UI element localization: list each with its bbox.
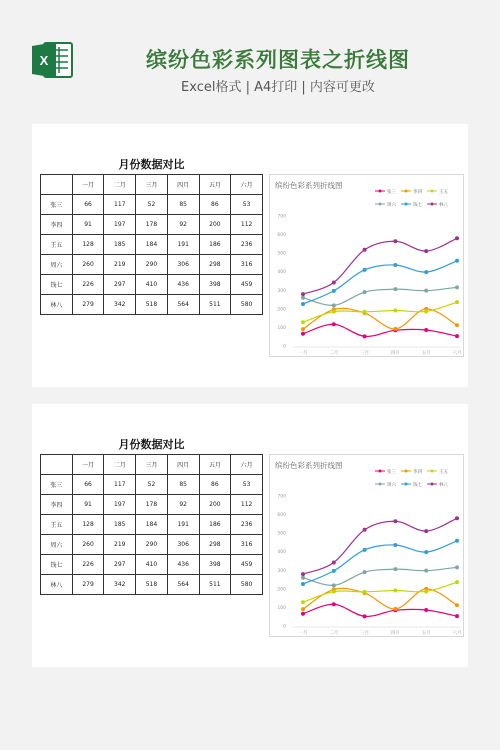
svg-text:林八: 林八 [439,203,448,208]
y-tick-label: 500 [277,531,286,537]
x-tick-label: 六月 [452,351,462,356]
data-point [424,328,428,332]
column-header: 五月 [199,455,231,475]
x-tick-label: 五月 [421,351,431,356]
data-point [455,516,459,520]
table-cell: 306 [167,535,199,555]
table-cell: 219 [104,255,136,275]
table-cell: 398 [199,555,231,575]
y-tick-label: 100 [277,325,286,331]
table-row [41,535,263,555]
table-cell: 191 [167,515,199,535]
table-cell: 178 [136,495,168,515]
svg-text:张三: 张三 [387,470,396,475]
svg-text:钱七: 钱七 [413,203,422,208]
row-label: 李四 [41,215,73,235]
data-point [455,285,459,289]
data-point [363,548,367,552]
table-cell: 219 [104,535,136,555]
chart-title: 缤纷色彩系列折线图 [275,461,343,470]
data-point [424,569,428,573]
table-cell: 85 [167,475,199,495]
table-title: 月份数据对比 [118,158,185,171]
chart-frame [270,175,464,357]
data-point [332,569,336,573]
table-row [41,275,263,295]
column-header: 三月 [136,175,168,195]
y-tick-label: 700 [277,494,286,500]
y-tick-label: 600 [277,233,286,239]
table-cell: 186 [199,235,231,255]
table-title: 月份数据对比 [118,438,185,451]
data-point [455,334,459,338]
column-header: 五月 [199,175,231,195]
table-cell: 410 [136,555,168,575]
data-point [424,529,428,533]
y-tick-label: 300 [277,288,286,294]
data-point [332,602,336,606]
data-point [455,300,459,304]
data-point [332,310,336,314]
data-point [363,310,367,314]
table-cell: 92 [167,495,199,515]
table-cell: 200 [199,495,231,515]
row-label: 周六 [41,535,73,555]
svg-text:王五: 王五 [439,190,448,195]
table-row [41,555,263,575]
column-header: 六月 [231,175,263,195]
x-tick-label: 二月 [329,631,339,636]
data-point [301,296,305,300]
table-cell: 184 [136,235,168,255]
column-header [41,455,73,475]
table-cell: 191 [167,235,199,255]
page-title: 缤纷色彩系列图表之折线图 [146,48,410,72]
data-point [424,550,428,554]
table-cell: 117 [104,475,136,495]
table-cell: 236 [231,235,263,255]
line-chart [269,454,464,637]
data-point [455,614,459,618]
table-cell: 197 [104,495,136,515]
table-cell: 459 [231,275,263,295]
data-point [363,334,367,338]
table-cell: 436 [167,555,199,575]
column-header: 四月 [167,455,199,475]
data-point [301,612,305,616]
table-cell: 52 [136,475,168,495]
y-tick-label: 100 [277,605,286,611]
data-point [455,603,459,607]
sheet-preview-1 [32,124,468,387]
table-row [41,495,263,515]
table-cell: 279 [72,575,104,595]
data-point [301,600,305,604]
data-point [393,519,397,523]
x-tick-label: 四月 [390,631,400,636]
table-cell: 226 [72,275,104,295]
data-point [424,309,428,313]
data-point [393,287,397,291]
table-cell: 564 [167,575,199,595]
data-point [393,589,397,593]
data-point [363,268,367,272]
x-tick-label: 二月 [329,351,339,356]
table-cell: 112 [231,215,263,235]
data-table [40,174,263,315]
data-point [455,236,459,240]
column-header [41,175,73,195]
y-tick-label: 300 [277,568,286,574]
row-label: 李四 [41,495,73,515]
data-point [455,323,459,327]
data-point [424,608,428,612]
data-point [301,292,305,296]
table-header-row [41,455,263,475]
column-header: 六月 [231,455,263,475]
x-tick-label: 六月 [452,631,462,636]
row-label: 周六 [41,255,73,275]
data-point [393,327,397,331]
table-row [41,255,263,275]
data-point [455,580,459,584]
table-cell: 297 [104,555,136,575]
data-point [301,332,305,336]
data-point [332,280,336,284]
row-label: 张三 [41,195,73,215]
y-tick-label: 600 [277,513,286,519]
table-cell: 86 [199,475,231,495]
row-label: 张三 [41,475,73,495]
y-tick-label: 0 [283,624,286,630]
table-cell: 511 [199,575,231,595]
table-cell: 86 [199,195,231,215]
data-point [363,290,367,294]
table-cell: 298 [199,535,231,555]
table-cell: 511 [199,295,231,315]
table-cell: 53 [231,195,263,215]
data-point [363,248,367,252]
y-tick-label: 700 [277,214,286,220]
svg-text:周六: 周六 [387,483,396,488]
table-cell: 342 [104,575,136,595]
table-cell: 297 [104,275,136,295]
table-header-row [41,175,263,195]
row-label: 林八 [41,295,73,315]
data-point [332,583,336,587]
excel-logo-icon [30,40,74,80]
table-cell: 260 [72,535,104,555]
svg-text:林八: 林八 [439,483,448,488]
table-cell: 197 [104,215,136,235]
table-cell: 236 [231,515,263,535]
table-cell: 298 [199,255,231,275]
data-table [40,454,263,595]
data-point [424,249,428,253]
table-cell: 316 [231,255,263,275]
data-point [363,570,367,574]
table-cell: 260 [72,255,104,275]
table-row [41,295,263,315]
data-point [301,327,305,331]
table-cell: 112 [231,495,263,515]
x-tick-label: 三月 [360,631,370,636]
table-cell: 66 [72,195,104,215]
row-label: 王五 [41,515,73,535]
chart-title: 缤纷色彩系列折线图 [275,181,343,190]
table-cell: 85 [167,195,199,215]
table-cell: 580 [231,295,263,315]
svg-text:李四: 李四 [413,190,422,195]
data-point [301,576,305,580]
data-point [301,572,305,576]
table-row [41,215,263,235]
row-label: 钱七 [41,555,73,575]
table-cell: 518 [136,575,168,595]
svg-text:周六: 周六 [387,203,396,208]
table-cell: 185 [104,515,136,535]
page-subtitle: Excel格式 | A4打印 | 内容可更改 [181,80,375,95]
column-header: 一月 [72,175,104,195]
table-cell: 91 [72,215,104,235]
data-point [301,320,305,324]
data-point [363,528,367,532]
table-cell: 92 [167,215,199,235]
x-tick-label: 一月 [298,631,308,636]
table-cell: 436 [167,275,199,295]
column-header: 二月 [104,455,136,475]
column-header: 二月 [104,175,136,195]
y-tick-label: 500 [277,251,286,257]
column-header: 三月 [136,455,168,475]
sheet-preview-2 [32,404,468,667]
table-cell: 518 [136,295,168,315]
y-tick-label: 200 [277,307,286,313]
table-row [41,575,263,595]
svg-text:X: X [39,53,49,68]
line-chart [269,174,464,357]
row-label: 林八 [41,575,73,595]
table-cell: 184 [136,515,168,535]
data-point [424,589,428,593]
data-point [393,263,397,267]
table-cell: 178 [136,215,168,235]
data-point [393,239,397,243]
row-label: 钱七 [41,275,73,295]
data-point [393,567,397,571]
table-cell: 185 [104,235,136,255]
data-point [332,322,336,326]
y-tick-label: 400 [277,270,286,276]
table-cell: 459 [231,555,263,575]
column-header: 四月 [167,175,199,195]
table-cell: 580 [231,575,263,595]
table-cell: 342 [104,295,136,315]
x-tick-label: 三月 [360,351,370,356]
data-point [332,590,336,594]
svg-text:钱七: 钱七 [413,483,422,488]
chart-svg [269,174,464,357]
data-point [393,543,397,547]
y-tick-label: 400 [277,550,286,556]
x-tick-label: 四月 [390,351,400,356]
data-point [393,309,397,313]
data-point [455,539,459,543]
row-label: 王五 [41,235,73,255]
table-cell: 306 [167,255,199,275]
table-row [41,515,263,535]
table-cell: 117 [104,195,136,215]
data-point [301,607,305,611]
table-cell: 53 [231,475,263,495]
data-point [332,560,336,564]
table-cell: 128 [72,515,104,535]
y-tick-label: 200 [277,587,286,593]
data-point [301,582,305,586]
table-row [41,475,263,495]
data-point [332,289,336,293]
data-point [455,259,459,263]
chart-svg [269,454,464,637]
table-cell: 290 [136,535,168,555]
data-point [363,590,367,594]
table-cell: 128 [72,235,104,255]
table-row [41,195,263,215]
data-point [363,614,367,618]
x-tick-label: 五月 [421,631,431,636]
table-cell: 52 [136,195,168,215]
data-point [455,565,459,569]
data-point [424,270,428,274]
table-cell: 410 [136,275,168,295]
data-point [393,607,397,611]
data-point [424,289,428,293]
table-cell: 398 [199,275,231,295]
y-tick-label: 0 [283,344,286,350]
table-cell: 91 [72,495,104,515]
data-point [301,302,305,306]
svg-text:王五: 王五 [439,470,448,475]
table-cell: 564 [167,295,199,315]
chart-frame [270,455,464,637]
svg-text:张三: 张三 [387,190,396,195]
table-cell: 200 [199,215,231,235]
column-header: 一月 [72,455,104,475]
table-cell: 226 [72,555,104,575]
header [0,0,500,110]
table-cell: 66 [72,475,104,495]
x-tick-label: 一月 [298,351,308,356]
table-cell: 290 [136,255,168,275]
table-cell: 279 [72,295,104,315]
svg-text:李四: 李四 [413,470,422,475]
table-row [41,235,263,255]
table-cell: 186 [199,515,231,535]
data-point [332,303,336,307]
table-cell: 316 [231,535,263,555]
